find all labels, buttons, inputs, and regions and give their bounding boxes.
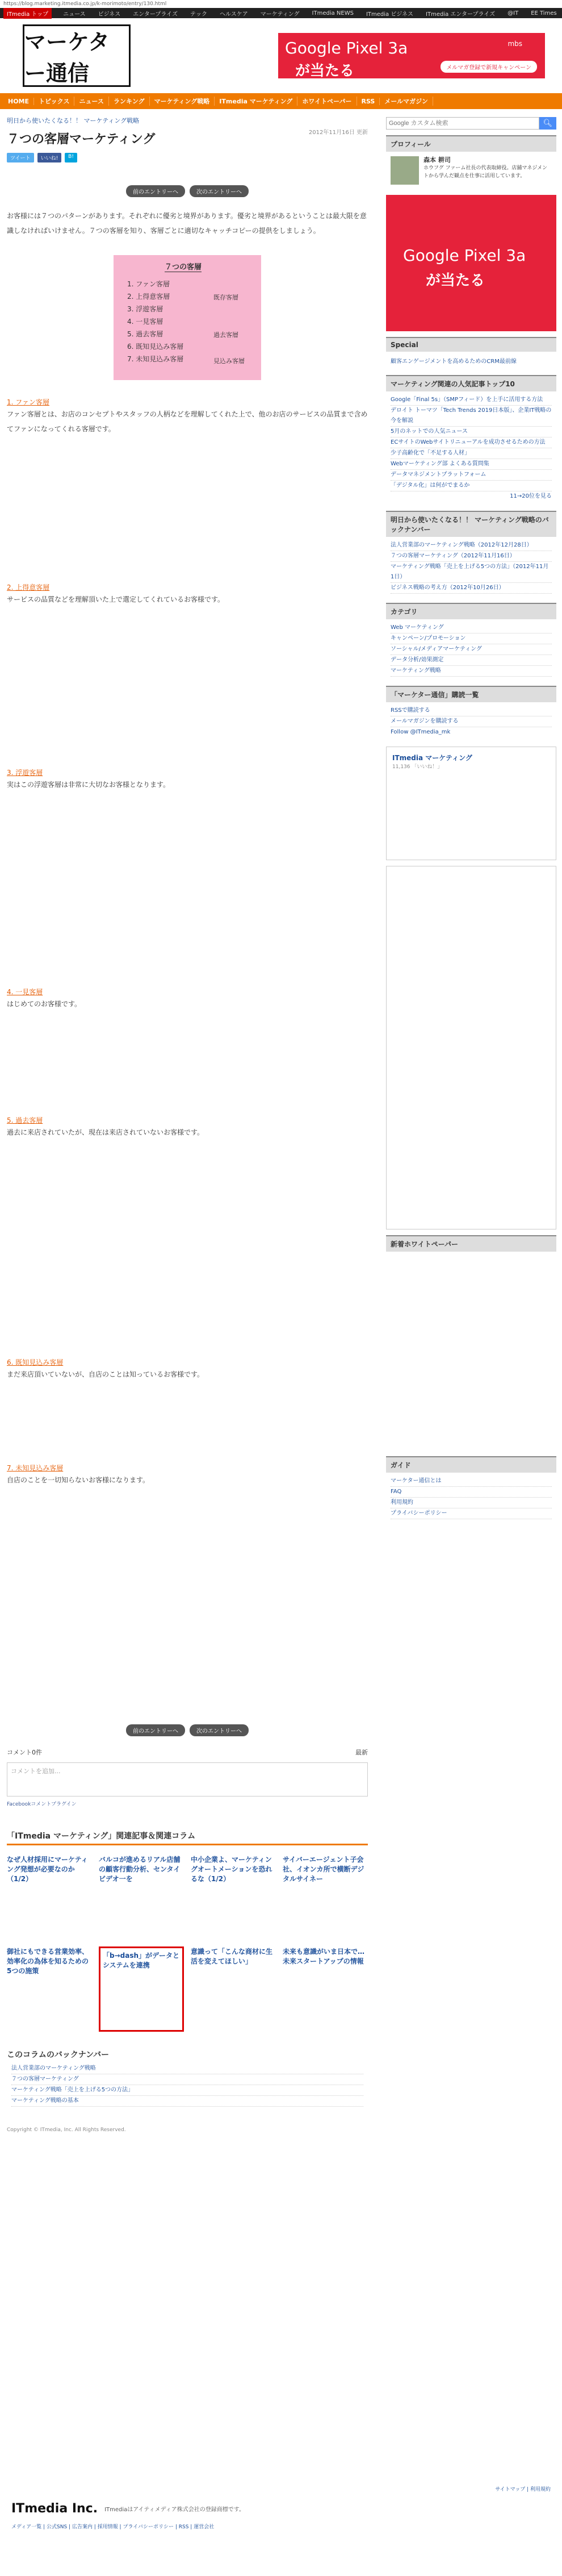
section-title: 5. 過去客層 <box>7 1116 43 1124</box>
section-title: 7. 未知見込み客層 <box>7 1464 64 1472</box>
section-text: サービスの品質などを理解頂いた上で選定してくれているお客様です。 <box>7 595 225 603</box>
topnav-item[interactable]: EE Times <box>531 10 557 16</box>
ad-subtitle: が当たる <box>426 272 485 289</box>
profile-name: 森本 耕司 <box>423 156 451 164</box>
category-item[interactable]: データ分析/効果測定 <box>391 655 552 666</box>
backnumber-item[interactable]: マーケティング戦略「売上を上げる5つの方法」 <box>11 2085 363 2096</box>
backnumber-list <box>7 2060 368 2110</box>
ranking-item[interactable]: Webマーケティング部 よくある質問集 <box>391 459 552 470</box>
section-text: はじめてのお客様です。 <box>7 1000 82 1008</box>
comments-count: コメント0件 <box>7 1749 42 1756</box>
segment-item: 5. 過去客層 <box>127 330 163 338</box>
whitepaper-title: 新着ホワイトペーパー <box>386 1235 556 1252</box>
footer-text: ITmediaはアイティメディア株式会社の登録商標です。 <box>104 2507 245 2513</box>
topnav-item[interactable]: ITmedia NEWS <box>312 10 354 16</box>
site-logo[interactable]: マーケター通信 <box>23 24 131 87</box>
mainnav-item[interactable]: RSS <box>357 98 380 105</box>
banner-subtitle: が当たる <box>295 62 355 80</box>
related-article[interactable]: バルコが進めるリアル店舗の顧客行動分析、センタイビデオ一を <box>99 1856 181 1883</box>
ranking-item[interactable]: 少子高齢化で「不足する人材」 <box>391 448 552 459</box>
comments-sort-select[interactable]: 最新 <box>355 1749 368 1756</box>
category-title: カテゴリ <box>386 603 556 619</box>
section-text: ファン客層とは、お店のコンセプトやスタッフの人柄などを理解してくれた上で、他のお店のサービスの品質まで含めてファンになってくれる客層です。 <box>7 410 368 433</box>
guide-list <box>386 1473 556 1523</box>
segment-list <box>127 278 183 365</box>
category-item[interactable]: マーケティング戦略 <box>391 666 552 677</box>
hatena-bookmark-button[interactable]: B! <box>65 153 77 162</box>
mainnav-item[interactable]: ホワイトペーパー <box>297 97 357 106</box>
tweet-button[interactable]: ツイート <box>7 153 34 162</box>
related-title: 「ITmedia マーケティング」関連記事＆関連コラム <box>7 1830 368 1845</box>
section-text: まだ来店頂いていないが、自店のことは知っているお客様です。 <box>7 1370 204 1378</box>
ad-title: Google Pixel 3a <box>403 246 526 265</box>
subscribe-list <box>386 702 556 741</box>
diagram-title: ７つの客層 <box>165 261 202 272</box>
whitepaper-list <box>386 1252 556 1456</box>
ranking-item[interactable]: ECサイトのWebサイトリニューアルを成功させるための方法 <box>391 437 552 448</box>
segment-group-label: 既存客層 <box>213 294 238 301</box>
topnav-item[interactable]: ビジネス <box>98 11 121 18</box>
copyright: Copyright © ITmedia, Inc. All Rights Reserved. <box>7 2127 126 2133</box>
series-item[interactable]: ビジネス戦略の考え方（2012年10月26日） <box>391 583 552 594</box>
topnav-item[interactable]: マーケティング <box>260 11 300 18</box>
guide-item[interactable]: マーケター通信とは <box>391 1476 552 1487</box>
profile-title: プロフィール <box>386 135 556 152</box>
guide-title: ガイド <box>386 1456 556 1473</box>
mainnav-item[interactable]: ITmedia マーケティング <box>215 97 297 106</box>
mainnav-item[interactable]: メールマガジン <box>380 97 433 106</box>
entry-pager-bottom <box>7 1724 368 1736</box>
ranking-item[interactable]: 「デジタル化」は何がでまるか <box>391 481 552 491</box>
next-entry-button[interactable]: 次のエントリーへ <box>190 1724 249 1736</box>
site-footer <box>0 2483 562 2530</box>
footer-links[interactable]: メディア一覧 | 公式SNS | 広告案内 | 採用情報 | プライバシーポリシー | RSS | 運営会社 <box>11 2524 215 2530</box>
backnumber-title: このコラムのバックナンバー <box>7 2050 110 2060</box>
seven-segments-diagram <box>114 255 261 380</box>
ranking-item[interactable]: 5月のネットでの人気ニュース <box>391 427 552 437</box>
twitter-follow-button[interactable]: Follow @ITmedia_mk <box>391 729 451 735</box>
search-form <box>386 117 556 130</box>
segment-item: 7. 未知見込み客層 <box>127 355 184 363</box>
article-section <box>7 1115 368 1343</box>
special-title: Special <box>386 337 556 352</box>
rss-link[interactable]: RSSで購読する <box>391 706 552 716</box>
segment-item: 4. 一見客層 <box>127 318 163 326</box>
prev-entry-button[interactable]: 前のエントリーへ <box>126 185 185 197</box>
mainnav-item[interactable]: ニュース <box>74 97 108 106</box>
social-buttons <box>7 153 368 162</box>
related-article[interactable]: 「b→dash」がデータとシステムを連携 <box>99 1946 184 2032</box>
avatar <box>391 156 419 185</box>
top-navigation <box>0 8 562 18</box>
category-item[interactable]: キャンペーン/プロモーション <box>391 633 552 644</box>
category-list <box>386 619 556 680</box>
mainnav-item[interactable]: マーケティング戦略 <box>150 97 215 106</box>
banner-brand: mbs <box>508 40 522 48</box>
series-title: 明日から使いたくなる！！ マーケティング戦略のバックナンバー <box>386 511 556 537</box>
article-section <box>7 1357 368 1448</box>
ranking-item[interactable]: Google「Final 5s」（SMPフィード）を上手に活用する方法 <box>391 395 552 406</box>
section-title: 1. ファン客層 <box>7 398 50 406</box>
article-section <box>7 1463 368 1702</box>
profile-box <box>386 152 556 189</box>
article-section <box>7 768 368 972</box>
mainnav-item[interactable]: HOME <box>3 98 34 105</box>
article-section <box>7 582 368 753</box>
ranking-item[interactable]: データマネジメントプラットフォーム <box>391 470 552 481</box>
segment-group-label: 過去客層 <box>213 331 238 339</box>
header-banner-ad[interactable] <box>278 33 545 78</box>
topnav-item[interactable]: エンタープライズ <box>133 11 178 18</box>
segment-item: 3. 浮遊客層 <box>127 305 163 313</box>
article-column <box>0 111 375 2133</box>
topnav-item[interactable]: ITmedia トップ <box>3 8 52 19</box>
footer-sitemap-links[interactable]: サイトマップ | 利用規約 <box>495 2487 551 2492</box>
segment-group-label: 見込み客層 <box>213 357 245 365</box>
section-title: 2. 上得意客層 <box>7 583 50 591</box>
search-input[interactable] <box>386 117 539 130</box>
topnav-item[interactable]: ITmedia エンタープライズ <box>426 11 496 18</box>
facebook-like-button[interactable]: いいね! <box>37 153 62 162</box>
series-item[interactable]: 法人営業部のマーケティング戦略（2012年12月28日） <box>391 540 552 551</box>
related-article[interactable]: 御社にもできる営業効率、効率化の為体を知るための5つの施策 <box>7 1948 89 1975</box>
banner-cta-button[interactable]: メルマガ登録で新規キャンペーン <box>441 61 537 73</box>
guide-item[interactable]: 利用規約 <box>391 1498 552 1508</box>
article-section <box>7 987 368 1101</box>
ranking-title: マーケティング関連の人気記事トップ10 <box>386 375 556 391</box>
article-intro: お客様には７つのパターンがあります。それぞれに優劣と境界があります。優劣と境界があるということは最大限を意識しなければいけません。７つの客層を知り、客層ごとに適切なキャッチコピーの提供をしましょう。 <box>7 212 367 235</box>
segment-item: 6. 既知見込み客層 <box>127 343 184 351</box>
backnumber-item[interactable]: 法人営業部のマーケティング戦略 <box>11 2064 363 2074</box>
guide-item[interactable]: プライバシーポリシー <box>391 1508 552 1519</box>
topnav-item[interactable]: テック <box>190 11 207 18</box>
comment-input[interactable]: コメントを追加... <box>7 1762 368 1796</box>
section-text: 過去に来店されていたが、現在は来店されていないお客様です。 <box>7 1128 204 1136</box>
site-header <box>0 18 562 93</box>
series-item[interactable]: ７つの客層マーケティング（2012年11月16日） <box>391 551 552 562</box>
main-navigation <box>0 93 562 109</box>
backnumber-item[interactable]: ７つの客層マーケティング <box>11 2074 363 2085</box>
related-article[interactable]: サイバーエージェント子会社、イオンカ所で横断デジタルサイネー <box>283 1856 364 1883</box>
facebook-like-count: 11,136 「いいね！」 <box>392 764 443 770</box>
sidebar-banner-ad[interactable] <box>386 195 556 331</box>
series-list <box>386 537 556 597</box>
footer-main <box>0 2495 562 2523</box>
topnav-item[interactable]: @IT <box>508 10 519 16</box>
mainnav-item[interactable]: ランキング <box>109 97 150 106</box>
ranking-list <box>386 391 556 505</box>
sidebar <box>386 111 556 1523</box>
mainnav-item[interactable]: トピックス <box>34 97 74 106</box>
article-date: 2012年11月16日 更新 <box>308 130 368 136</box>
entry-pager-top <box>7 185 368 197</box>
section-title: 6. 既知見込み客層 <box>7 1358 64 1366</box>
search-button[interactable]: 🔍︎ <box>539 117 556 130</box>
section-title: 4. 一見客層 <box>7 988 43 996</box>
address-bar[interactable]: https://blog.marketing.itmedia.co.jp/k-morimoto/entry/130.html <box>0 0 562 8</box>
facebook-page-widget <box>386 747 556 860</box>
topnav-item[interactable]: ITmedia ビジネス <box>366 11 414 18</box>
guide-item[interactable]: FAQ <box>391 1487 552 1498</box>
segment-item: 2. 上得意客層 <box>127 293 170 301</box>
banner-title: Google Pixel 3a <box>285 39 408 57</box>
article-title: ７つの客層マーケティング <box>7 132 156 147</box>
related-article[interactable]: 未来も意識がいま日本で…未来スタートアップの情報 <box>283 1948 365 1965</box>
comments-header <box>7 1748 368 1757</box>
newsletter-link[interactable]: メールマガジンを購読する <box>391 716 552 727</box>
twitter-timeline-widget[interactable] <box>386 866 556 1229</box>
prev-entry-button[interactable]: 前のエントリーへ <box>126 1724 185 1736</box>
topnav-item[interactable]: ヘルスケア <box>220 11 248 18</box>
related-articles-grid <box>7 1854 368 2032</box>
footer-logo[interactable]: ITmedia Inc. <box>11 2502 98 2516</box>
category-item[interactable]: ソーシャル/メディアマーケティング <box>391 644 552 655</box>
related-article[interactable]: 中小企業よ、マーケティングオートメーションを恐れるな（1/2） <box>191 1856 272 1883</box>
segment-item: 1. ファン客層 <box>127 280 170 288</box>
backnumber-item[interactable]: マーケティング戦略の基本 <box>11 2096 363 2107</box>
facebook-comments-plugin-link[interactable]: Facebookコメントプラグイン <box>7 1802 77 1807</box>
topnav-item[interactable]: ニュース <box>63 11 86 18</box>
next-entry-button[interactable]: 次のエントリーへ <box>190 185 249 197</box>
ranking-item[interactable]: デロイト トーマツ「Tech Trends 2019日本版」、企業IT戦略の今を解説 <box>391 406 552 427</box>
breadcrumb[interactable]: 明日から使いたくなる！！ マーケティング戦略 <box>7 117 140 124</box>
section-text: 実はこの浮遊客層は非常に大切なお客様となります。 <box>7 781 170 789</box>
article-section <box>7 397 368 568</box>
related-article[interactable]: なぜ人材採用にマーケティング発想が必要なのか（1/2） <box>7 1856 88 1883</box>
related-article[interactable]: 意識って「こんな商材に生活を変えてほしい」 <box>191 1948 273 1965</box>
series-item[interactable]: マーケティング戦略「売上を上げる5つの方法」（2012年11月1日） <box>391 562 552 583</box>
category-item[interactable]: Web マーケティング <box>391 623 552 633</box>
subscribe-title: 「マーケター通信」購読一覧 <box>386 686 556 702</box>
ranking-more-link[interactable]: 11→20位を見る <box>510 493 552 499</box>
section-title: 3. 浮遊客層 <box>7 769 43 777</box>
profile-text: ホウフグ ファーム社長の代表取締役。店舗マネジメントから学んだ観点を仕事に活用しています。 <box>423 165 548 179</box>
facebook-page-name[interactable]: ITmedia マーケティング <box>392 754 472 762</box>
section-text: 自店のことを一切知らないお客様になります。 <box>7 1476 150 1484</box>
special-link[interactable]: 顧客エンゲージメントを高めるためのCRM最前線 <box>391 359 517 365</box>
